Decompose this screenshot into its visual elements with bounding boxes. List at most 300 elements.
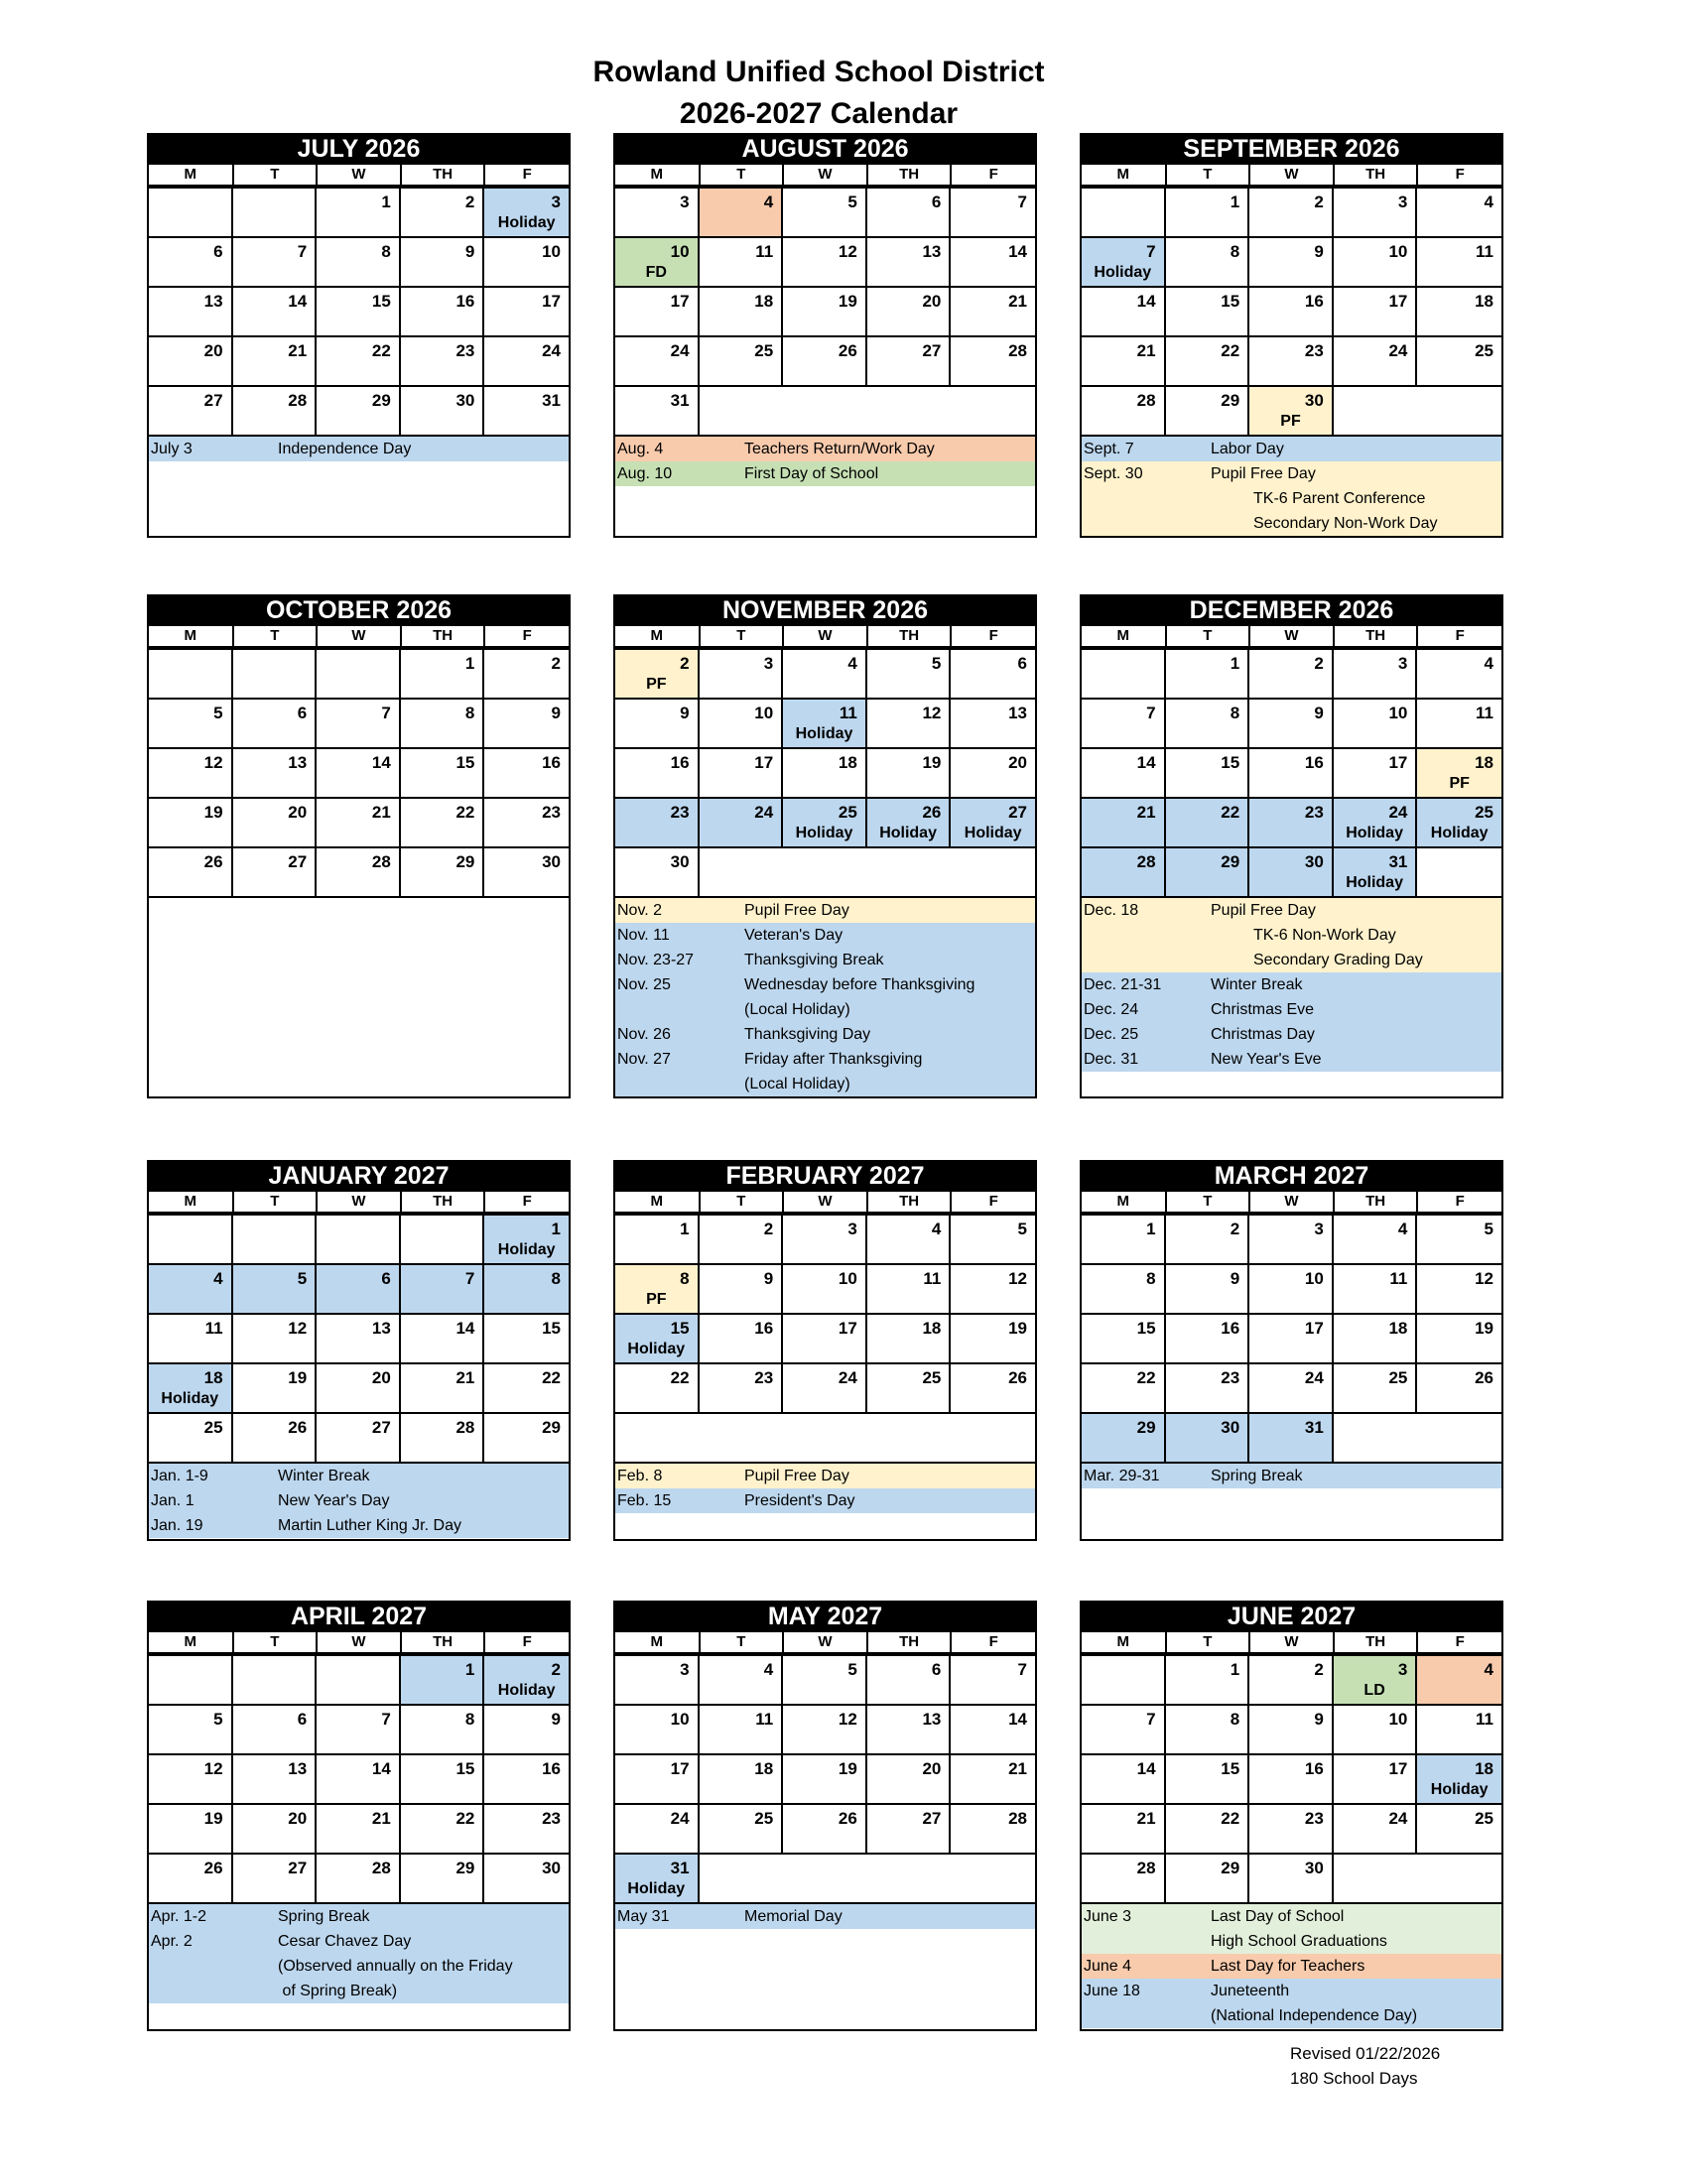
day-number: 3	[1314, 1220, 1324, 1238]
day-grid	[1082, 1656, 1501, 1904]
day-number: 26	[1475, 1368, 1493, 1387]
day-cell	[317, 1656, 401, 1706]
day-cell	[615, 288, 700, 337]
event-date: Nov. 2	[617, 901, 663, 919]
day-number: 21	[1008, 1759, 1027, 1778]
event-line	[1082, 1513, 1501, 1538]
day-number: 10	[670, 242, 690, 261]
day-cell	[783, 749, 867, 799]
day-cell	[951, 1656, 1035, 1706]
day-cell	[233, 1216, 318, 1265]
day-cell	[484, 1706, 569, 1755]
day-cell	[401, 1805, 485, 1855]
day-number: 4	[1484, 1660, 1493, 1679]
month-title: JULY 2026	[147, 133, 571, 165]
event-line	[615, 1022, 1035, 1047]
weekday-label: T	[1167, 626, 1249, 646]
day-cell	[1249, 337, 1334, 387]
month-title: DECEMBER 2026	[1080, 594, 1503, 626]
day-number: 26	[838, 341, 857, 360]
day-cell	[1334, 1414, 1418, 1464]
weekday-header	[149, 1192, 569, 1216]
event-line	[1082, 898, 1501, 923]
day-number: 20	[288, 803, 308, 822]
day-number: 17	[838, 1319, 857, 1338]
day-cell	[1166, 799, 1250, 848]
day-number: 11	[923, 1269, 942, 1288]
day-cell	[1082, 1414, 1166, 1464]
day-cell	[149, 799, 233, 848]
month-2	[1080, 133, 1503, 538]
day-number: 21	[371, 1809, 391, 1828]
day-grid	[149, 650, 569, 898]
school-days-count: 180 School Days	[1290, 2069, 1418, 2088]
day-number: 4	[763, 193, 774, 211]
month-title: FEBRUARY 2027	[613, 1160, 1037, 1192]
day-cell	[401, 387, 485, 437]
event-line	[1082, 948, 1501, 972]
day-cell	[1334, 799, 1418, 848]
day-cell	[700, 337, 784, 387]
event-line	[1082, 972, 1501, 997]
day-number: 18	[1475, 753, 1493, 772]
day-number: 30	[1304, 1859, 1324, 1877]
weekday-header	[149, 165, 569, 189]
day-cell	[700, 650, 784, 700]
event-line	[1082, 1904, 1501, 1929]
day-number: 3	[680, 1660, 690, 1679]
event-date: Dec. 21-31	[1084, 975, 1162, 993]
day-number: 29	[1221, 1859, 1240, 1877]
day-cell	[317, 189, 401, 238]
day-number: 27	[1008, 803, 1027, 822]
day-number: 15	[455, 753, 475, 772]
event-line	[615, 2003, 1035, 2028]
day-cell	[401, 1706, 485, 1755]
day-number: 5	[213, 704, 223, 722]
day-number: 19	[288, 1368, 308, 1387]
day-number: 10	[754, 704, 774, 722]
day-number: 6	[297, 704, 308, 722]
month-11	[1080, 1601, 1503, 2031]
weekday-label: W	[1250, 1632, 1333, 1652]
day-cell	[1334, 288, 1418, 337]
event-text: Pupil Free Day	[1211, 901, 1316, 919]
month-title: OCTOBER 2026	[147, 594, 571, 626]
day-cell	[317, 1755, 401, 1805]
day-cell	[951, 1855, 1035, 1904]
day-cell	[867, 288, 952, 337]
day-number: 31	[542, 391, 561, 410]
weekday-label: F	[952, 626, 1035, 646]
day-cell	[615, 1706, 700, 1755]
day-cell	[484, 387, 569, 437]
day-number: 21	[1136, 1809, 1156, 1828]
event-text: Winter Break	[278, 1467, 370, 1484]
day-number: 18	[203, 1368, 223, 1387]
day-number: 19	[203, 1809, 223, 1828]
day-number: 22	[455, 803, 475, 822]
weekday-label: M	[1082, 1192, 1165, 1212]
day-cell	[951, 799, 1035, 848]
event-line	[615, 1488, 1035, 1513]
weekday-label: TH	[402, 626, 484, 646]
day-cell	[1082, 238, 1166, 288]
title-line-2: 2026-2027 Calendar	[679, 97, 959, 130]
day-cell	[1249, 700, 1334, 749]
weekday-label: F	[952, 165, 1035, 185]
day-number: 7	[1146, 242, 1156, 261]
event-text: (National Independence Day)	[1211, 2006, 1418, 2024]
day-number: 27	[922, 1809, 942, 1828]
weekday-label: T	[701, 1632, 783, 1652]
day-number: 14	[371, 1759, 391, 1778]
day-number: 1	[381, 193, 391, 211]
day-cell	[317, 650, 401, 700]
day-number: 19	[1008, 1319, 1027, 1338]
day-cell	[1082, 1805, 1166, 1855]
day-cell	[1249, 1805, 1334, 1855]
event-line	[615, 923, 1035, 948]
day-number: 20	[922, 292, 942, 311]
day-number: 22	[1221, 341, 1240, 360]
day-cell	[401, 1855, 485, 1904]
day-cell	[1082, 189, 1166, 238]
day-cell	[783, 1216, 867, 1265]
weekday-header	[149, 626, 569, 650]
day-cell	[233, 1755, 318, 1805]
day-cell	[1334, 650, 1418, 700]
day-cell	[149, 1755, 233, 1805]
day-cell	[615, 1656, 700, 1706]
day-number: 30	[542, 1859, 561, 1877]
day-number: 25	[754, 341, 774, 360]
day-number: 17	[1388, 1759, 1408, 1778]
day-number: 28	[288, 391, 308, 410]
day-cell	[1082, 749, 1166, 799]
event-text: Spring Break	[1211, 1467, 1303, 1484]
weekday-label: M	[615, 165, 699, 185]
day-number: 5	[1484, 1220, 1493, 1238]
day-cell	[233, 650, 318, 700]
weekday-label: M	[149, 1192, 232, 1212]
day-number: 18	[1388, 1319, 1408, 1338]
day-number: 26	[838, 1809, 857, 1828]
weekday-label: TH	[402, 1632, 484, 1652]
day-number: 29	[455, 852, 475, 871]
day-number: 28	[1008, 341, 1027, 360]
weekday-label: T	[234, 165, 317, 185]
day-number: 11	[839, 704, 857, 722]
day-cell	[867, 1656, 952, 1706]
day-number: 15	[455, 1759, 475, 1778]
month-title: JANUARY 2027	[147, 1160, 571, 1192]
day-cell	[317, 1216, 401, 1265]
events-list	[149, 898, 569, 1096]
day-number: 17	[670, 292, 690, 311]
event-date: Apr. 2	[151, 1932, 193, 1950]
day-number: 9	[763, 1269, 774, 1288]
event-text: Pupil Free Day	[744, 1467, 849, 1484]
day-number: 7	[1017, 1660, 1027, 1679]
events-list	[149, 437, 569, 536]
events-list	[615, 437, 1035, 536]
day-cell	[1334, 1855, 1418, 1904]
day-number: 3	[763, 654, 774, 673]
event-line	[615, 486, 1035, 511]
day-number: 19	[203, 803, 223, 822]
day-number: 10	[670, 1710, 690, 1729]
day-number: 23	[1304, 1809, 1324, 1828]
day-cell	[1082, 1216, 1166, 1265]
day-number: 18	[754, 1759, 774, 1778]
day-cell	[1249, 1315, 1334, 1364]
event-date: Nov. 25	[617, 975, 671, 993]
day-number: 15	[371, 292, 391, 311]
day-number: 17	[1388, 292, 1408, 311]
day-cell	[1417, 1216, 1501, 1265]
day-number: 18	[922, 1319, 942, 1338]
day-number: 12	[203, 753, 223, 772]
day-number: 15	[670, 1319, 690, 1338]
day-cell	[149, 1706, 233, 1755]
day-number: 11	[755, 1710, 774, 1729]
day-cell	[951, 1755, 1035, 1805]
day-cell	[149, 387, 233, 437]
day-number: 24	[670, 341, 690, 360]
day-number: 29	[371, 391, 391, 410]
weekday-label: TH	[1335, 1192, 1417, 1212]
day-label: PF	[646, 1291, 667, 1308]
day-cell	[951, 1216, 1035, 1265]
day-cell	[951, 749, 1035, 799]
day-cell	[783, 1805, 867, 1855]
day-cell	[1334, 1265, 1418, 1315]
day-number: 22	[670, 1368, 690, 1387]
day-cell	[1166, 1755, 1250, 1805]
day-cell	[700, 1855, 784, 1904]
event-date: Aug. 10	[617, 464, 673, 482]
weekday-label: M	[615, 1192, 699, 1212]
day-number: 21	[1136, 803, 1156, 822]
event-line	[149, 1904, 569, 1929]
day-number: 7	[297, 242, 308, 261]
month-title: APRIL 2027	[147, 1601, 571, 1632]
day-label: Holiday	[795, 725, 853, 742]
weekday-label: W	[318, 1632, 400, 1652]
weekday-label: TH	[402, 165, 484, 185]
event-text: Memorial Day	[744, 1907, 843, 1925]
day-number: 21	[288, 341, 308, 360]
day-label: PF	[1280, 413, 1301, 430]
weekday-label: TH	[868, 1192, 951, 1212]
day-label: PF	[646, 676, 667, 693]
day-label: LD	[1363, 1682, 1385, 1699]
weekday-header	[615, 626, 1035, 650]
day-cell	[1166, 189, 1250, 238]
day-cell	[1334, 238, 1418, 288]
weekday-label: T	[234, 1632, 317, 1652]
weekday-label: TH	[868, 626, 951, 646]
day-number: 20	[371, 1368, 391, 1387]
day-cell	[401, 1216, 485, 1265]
day-label: Holiday	[879, 825, 937, 841]
day-cell	[317, 1855, 401, 1904]
day-cell	[867, 1706, 952, 1755]
day-cell	[951, 1364, 1035, 1414]
event-line	[1082, 511, 1501, 536]
day-cell	[951, 1414, 1035, 1464]
day-cell	[149, 650, 233, 700]
weekday-label: T	[234, 626, 317, 646]
day-cell	[484, 1656, 569, 1706]
day-cell	[233, 1364, 318, 1414]
day-number: 14	[455, 1319, 475, 1338]
day-cell	[484, 1265, 569, 1315]
day-cell	[615, 337, 700, 387]
month-8	[1080, 1160, 1503, 1541]
title-line-1: Rowland Unified School District	[592, 56, 1045, 88]
event-line	[149, 1513, 569, 1538]
day-cell	[1082, 650, 1166, 700]
event-date: May 31	[617, 1907, 670, 1925]
day-cell	[1249, 749, 1334, 799]
day-number: 30	[455, 391, 475, 410]
day-cell	[700, 1706, 784, 1755]
day-cell	[1417, 1364, 1501, 1414]
day-number: 29	[455, 1859, 475, 1877]
month-9	[147, 1601, 571, 2031]
day-cell	[401, 238, 485, 288]
day-number: 16	[1304, 753, 1324, 772]
day-cell	[149, 238, 233, 288]
day-number: 5	[1017, 1220, 1027, 1238]
weekday-label: W	[784, 1632, 866, 1652]
event-line	[1082, 486, 1501, 511]
day-cell	[615, 799, 700, 848]
day-number: 17	[542, 292, 561, 311]
day-cell	[615, 749, 700, 799]
day-cell	[700, 1265, 784, 1315]
day-number: 5	[297, 1269, 308, 1288]
day-grid	[149, 189, 569, 437]
day-cell	[615, 1805, 700, 1855]
event-date: Nov. 27	[617, 1050, 671, 1068]
day-cell	[1417, 337, 1501, 387]
day-number: 30	[1221, 1418, 1240, 1437]
day-cell	[1166, 1414, 1250, 1464]
event-date: Sept. 7	[1084, 440, 1134, 457]
day-number: 4	[763, 1660, 774, 1679]
event-date: Dec. 18	[1084, 901, 1139, 919]
weekday-label: W	[784, 626, 866, 646]
day-cell	[401, 1364, 485, 1414]
month-body	[613, 1192, 1037, 1541]
day-number: 22	[542, 1368, 561, 1387]
day-cell	[783, 1656, 867, 1706]
event-line	[1082, 1488, 1501, 1513]
day-number: 6	[1017, 654, 1027, 673]
day-cell	[1249, 1656, 1334, 1706]
day-number: 14	[371, 753, 391, 772]
day-cell	[484, 1755, 569, 1805]
event-text: President's Day	[744, 1491, 855, 1509]
event-text: Veteran's Day	[744, 926, 844, 944]
day-number: 18	[754, 292, 774, 311]
event-line	[615, 1954, 1035, 1979]
day-number: 13	[371, 1319, 391, 1338]
day-number: 12	[838, 242, 857, 261]
event-date: Dec. 31	[1084, 1050, 1139, 1068]
event-line	[1082, 1047, 1501, 1072]
month-title: NOVEMBER 2026	[613, 594, 1037, 626]
day-number: 13	[922, 1710, 942, 1729]
day-number: 25	[1388, 1368, 1408, 1387]
day-cell	[1166, 337, 1250, 387]
day-cell	[1249, 1364, 1334, 1414]
day-cell	[233, 288, 318, 337]
day-number: 3	[847, 1220, 857, 1238]
events-list	[615, 1464, 1035, 1539]
day-cell	[700, 387, 784, 437]
day-number: 23	[1304, 803, 1324, 822]
events-list	[149, 1464, 569, 1539]
day-cell	[317, 238, 401, 288]
weekday-label: T	[234, 1192, 317, 1212]
day-number: 16	[1221, 1319, 1240, 1338]
day-number: 8	[680, 1269, 690, 1288]
day-cell	[783, 799, 867, 848]
event-text: Winter Break	[1211, 975, 1303, 993]
event-text: Juneteenth	[1211, 1982, 1290, 1999]
weekday-label: T	[1167, 1632, 1249, 1652]
weekday-label: T	[1167, 165, 1249, 185]
day-cell	[401, 1755, 485, 1805]
day-cell	[401, 1414, 485, 1464]
day-number: 3	[1397, 1660, 1408, 1679]
day-cell	[1334, 848, 1418, 898]
event-text: Pupil Free Day	[744, 901, 849, 919]
day-number: 8	[1230, 242, 1240, 261]
day-cell	[1166, 238, 1250, 288]
day-number: 14	[1136, 1759, 1156, 1778]
day-number: 23	[542, 1809, 561, 1828]
month-body	[147, 626, 571, 1098]
day-cell	[867, 700, 952, 749]
day-number: 23	[542, 803, 561, 822]
day-cell	[1417, 1414, 1501, 1464]
weekday-label: M	[149, 1632, 232, 1652]
day-cell	[317, 1706, 401, 1755]
event-text: Secondary Non-Work Day	[1253, 514, 1438, 532]
day-cell	[233, 700, 318, 749]
day-number: 12	[203, 1759, 223, 1778]
event-line	[615, 1929, 1035, 1954]
day-label: Holiday	[1430, 1781, 1489, 1798]
day-number: 5	[931, 654, 942, 673]
day-cell	[149, 1315, 233, 1364]
day-cell	[867, 1805, 952, 1855]
day-grid	[1082, 650, 1501, 898]
day-cell	[867, 1216, 952, 1265]
day-cell	[401, 749, 485, 799]
event-date: Feb. 8	[617, 1467, 663, 1484]
day-number: 12	[838, 1710, 857, 1729]
event-text: Christmas Day	[1211, 1025, 1315, 1043]
events-list	[1082, 1904, 1501, 2029]
day-number: 7	[1146, 1710, 1156, 1729]
day-cell	[1166, 1855, 1250, 1904]
